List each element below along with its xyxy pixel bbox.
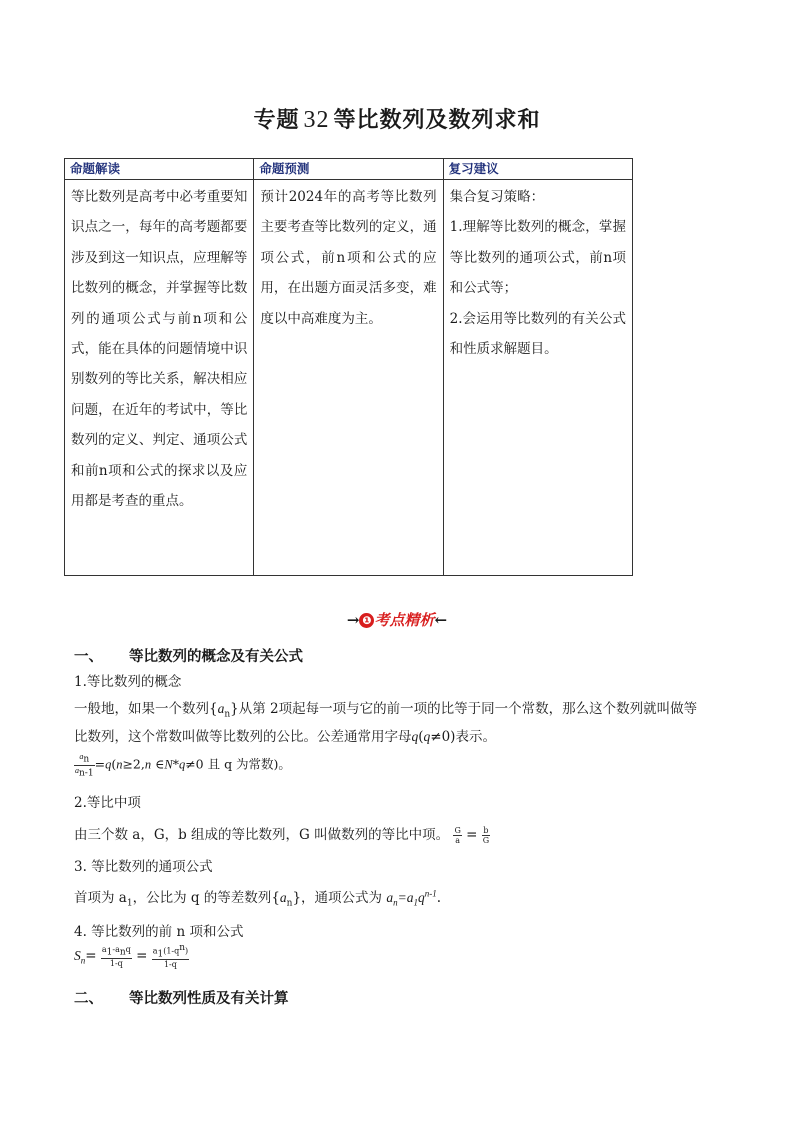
sum-formula: $S_n=$ $\frac{a_1-a_nq}{1-q}$ = $\frac{a_1(1-q^n)}{1-q}$ [74,943,189,970]
sub4-heading: 4. 等比数列的前 n 项和公式 [74,924,244,940]
definition-line-1: 一般地，如果一个数列$\{a_n\}$从第 2项起每一项与它的前一项的比等于同一个常数，那么这个数列就叫做等 [74,701,698,720]
sub3-heading: 3. 等比数列的通项公式 [74,859,213,875]
header-prediction: 命题预测 [254,159,443,180]
section-1-heading: 一、 等比数列的概念及有关公式 [74,648,303,665]
interpretation-cell: 等比数列是高考中必考重要知识点之一，每年的高考题都要涉及到这一知识点，应理解等比数列的概念，并掌握等比数列的通项公式与前n项和公式，能在具体的问题情境中识别数列的等比关系，解决相应问题，在近年的考试中，等比数列的定义、判定、通项公式和前n项和公式的探求以及应用都是考查的重点。 [65,180,254,576]
prediction-cell: 预计2024年的高考等比数列主要考查等比数列的定义，通项公式，前n项和公式的应用，在出题方面灵活多变，难度以中高难度为主。 [254,180,443,576]
sub1-heading: 1.等比数列的概念 [74,674,182,690]
intro-table [64,158,633,576]
number-one-badge: ❶ [359,613,374,628]
general-term-text: 首项为 $a_1$，公比为 q 的等差数列$\{a_n\}$，通项公式为 $a_n=a_1q^{n-1}$. [74,888,442,909]
ratio-formula: $\frac{a_n}{a_{n-1}}$ =q(n≥2,n ∈N*q≠0 且 q 为常数)。 [75,752,291,779]
header-interpretation: 命题解读 [65,159,254,180]
header-advice: 复习建议 [443,159,632,180]
definition-line-2: 比数列，这个常数叫做等比数列的公比。公差通常用字母q(q≠0)表示。 [74,729,496,745]
section-banner: → ❶ 考点精析← [346,611,448,629]
geometric-mean-text: 由三个数 a，G，b 组成的等比数列，G 叫做数列的等比中项。 $\frac{G}{a}$ = $\frac{b}{G}$ [74,826,490,845]
page-title: 专题 32 等比数列及数列求和 [253,107,541,133]
advice-cell: 集合复习策略： 1.理解等比数列的概念，掌握等比数列的通项公式，前n项和公式等； 2.会运用等比数列的有关公式和性质求解题目。 [443,180,632,576]
section-2-heading: 二、 等比数列性质及有关计算 [74,990,289,1007]
sub2-heading: 2.等比中项 [74,795,141,811]
